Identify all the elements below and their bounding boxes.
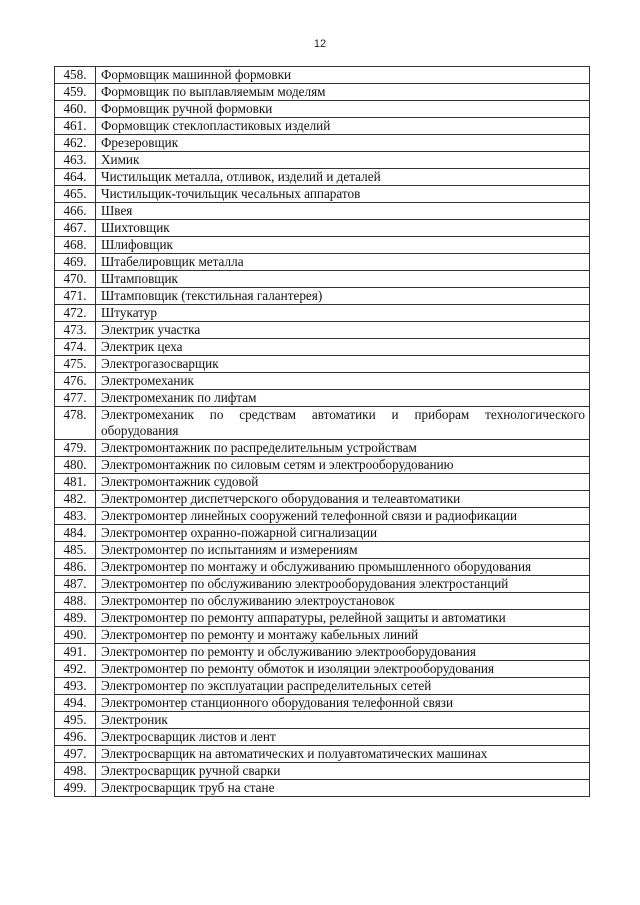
profession-name: Электромонтер линейных сооружений телефонной связи и радиофикации [96,508,590,525]
profession-name: Формовщик по выплавляемым моделям [96,84,590,101]
row-number: 486. [55,559,96,576]
row-number: 460. [55,101,96,118]
table-row [55,525,590,542]
profession-name: Химик [96,152,590,169]
profession-name: Швея [96,203,590,220]
profession-name: Штамповщик [96,271,590,288]
row-number: 458. [55,67,96,84]
row-number: 491. [55,644,96,661]
profession-name: Электромонтер по ремонту аппаратуры, релейной защиты и автоматики [96,610,590,627]
table-row [55,661,590,678]
row-number: 478. [55,407,96,440]
row-number: 462. [55,135,96,152]
table-row [55,135,590,152]
table-row [55,457,590,474]
row-number: 499. [55,780,96,797]
table-row [55,474,590,491]
profession-name: Электросварщик труб на стане [96,780,590,797]
profession-name: Формовщик стеклопластиковых изделий [96,118,590,135]
table-row [55,712,590,729]
profession-name: Штамповщик (текстильная галантерея) [96,288,590,305]
table-row [55,491,590,508]
profession-name: Штабелировщик металла [96,254,590,271]
row-number: 480. [55,457,96,474]
table-row [55,559,590,576]
profession-name: Электромонтер по испытаниям и измерениям [96,542,590,559]
profession-name: Электроник [96,712,590,729]
profession-name: Электромонтер охранно-пожарной сигнализации [96,525,590,542]
page-number: 12 [313,38,327,50]
row-number: 484. [55,525,96,542]
profession-name: Электромеханик по средствам автоматики и приборам технологического оборудования [96,407,590,440]
row-number: 492. [55,661,96,678]
row-number: 494. [55,695,96,712]
profession-name: Электрик участка [96,322,590,339]
table-row [55,373,590,390]
table-row [55,576,590,593]
table-row [55,746,590,763]
profession-name: Электрик цеха [96,339,590,356]
row-number: 482. [55,491,96,508]
row-number: 493. [55,678,96,695]
row-number: 461. [55,118,96,135]
table-row [55,390,590,407]
table-row [55,118,590,135]
profession-name: Электромонтер по ремонту и обслуживанию электрооборудования [96,644,590,661]
row-number: 468. [55,237,96,254]
profession-name: Электрогазосварщик [96,356,590,373]
profession-name: Штукатур [96,305,590,322]
row-number: 474. [55,339,96,356]
row-number: 479. [55,440,96,457]
profession-name: Шлифовщик [96,237,590,254]
table-row [55,440,590,457]
table-row [55,780,590,797]
table-row [55,695,590,712]
profession-name: Чистильщик металла, отливок, изделий и деталей [96,169,590,186]
row-number: 495. [55,712,96,729]
table-row [55,254,590,271]
row-number: 476. [55,373,96,390]
table-row [55,627,590,644]
table-row [55,610,590,627]
profession-name: Электромонтер по ремонту обмоток и изоляции электрооборудования [96,661,590,678]
profession-name: Чистильщик-точильщик чесальных аппаратов [96,186,590,203]
table-row [55,356,590,373]
profession-name: Формовщик ручной формовки [96,101,590,118]
profession-name: Электромонтер по обслуживанию электрооборудования электростанций [96,576,590,593]
row-number: 459. [55,84,96,101]
row-number: 475. [55,356,96,373]
profession-name: Электромонтер станционного оборудования телефонной связи [96,695,590,712]
row-number: 489. [55,610,96,627]
profession-name: Электромонтажник по силовым сетям и электрооборудованию [96,457,590,474]
row-number: 469. [55,254,96,271]
table-row [55,508,590,525]
table-row [55,305,590,322]
row-number: 472. [55,305,96,322]
row-number: 497. [55,746,96,763]
profession-name: Электросварщик ручной сварки [96,763,590,780]
profession-name: Электромонтер по эксплуатации распределительных сетей [96,678,590,695]
table-row [55,67,590,84]
table-row [55,169,590,186]
table-row [55,542,590,559]
table-row [55,203,590,220]
profession-name: Шихтовщик [96,220,590,237]
professions-table [54,66,590,797]
table-row [55,152,590,169]
table-row [55,729,590,746]
table-row [55,84,590,101]
row-number: 477. [55,390,96,407]
table-row [55,101,590,118]
profession-name: Электромонтажник судовой [96,474,590,491]
row-number: 483. [55,508,96,525]
table-row [55,339,590,356]
profession-name: Формовщик машинной формовки [96,67,590,84]
table-row [55,220,590,237]
row-number: 496. [55,729,96,746]
row-number: 488. [55,593,96,610]
profession-name: Электромонтажник по распределительным устройствам [96,440,590,457]
row-number: 487. [55,576,96,593]
table-row [55,186,590,203]
profession-name: Электросварщик на автоматических и полуавтоматических машинах [96,746,590,763]
row-number: 465. [55,186,96,203]
profession-name: Электромонтер по ремонту и монтажу кабельных линий [96,627,590,644]
row-number: 463. [55,152,96,169]
row-number: 466. [55,203,96,220]
row-number: 464. [55,169,96,186]
table-row [55,407,590,440]
profession-name: Электромеханик [96,373,590,390]
table-row [55,678,590,695]
row-number: 498. [55,763,96,780]
profession-name: Электромеханик по лифтам [96,390,590,407]
profession-name: Электромонтер диспетчерского оборудования и телеавтоматики [96,491,590,508]
row-number: 481. [55,474,96,491]
table-row [55,644,590,661]
table-row [55,593,590,610]
table-row [55,237,590,254]
profession-name: Электромонтер по монтажу и обслуживанию промышленного оборудования [96,559,590,576]
profession-name: Электросварщик листов и лент [96,729,590,746]
row-number: 470. [55,271,96,288]
row-number: 485. [55,542,96,559]
profession-name: Фрезеровщик [96,135,590,152]
table-row [55,271,590,288]
professions-table-body [55,67,590,797]
row-number: 473. [55,322,96,339]
profession-name: Электромонтер по обслуживанию электроустановок [96,593,590,610]
row-number: 471. [55,288,96,305]
table-row [55,322,590,339]
table-row [55,288,590,305]
table-row [55,763,590,780]
row-number: 467. [55,220,96,237]
row-number: 490. [55,627,96,644]
